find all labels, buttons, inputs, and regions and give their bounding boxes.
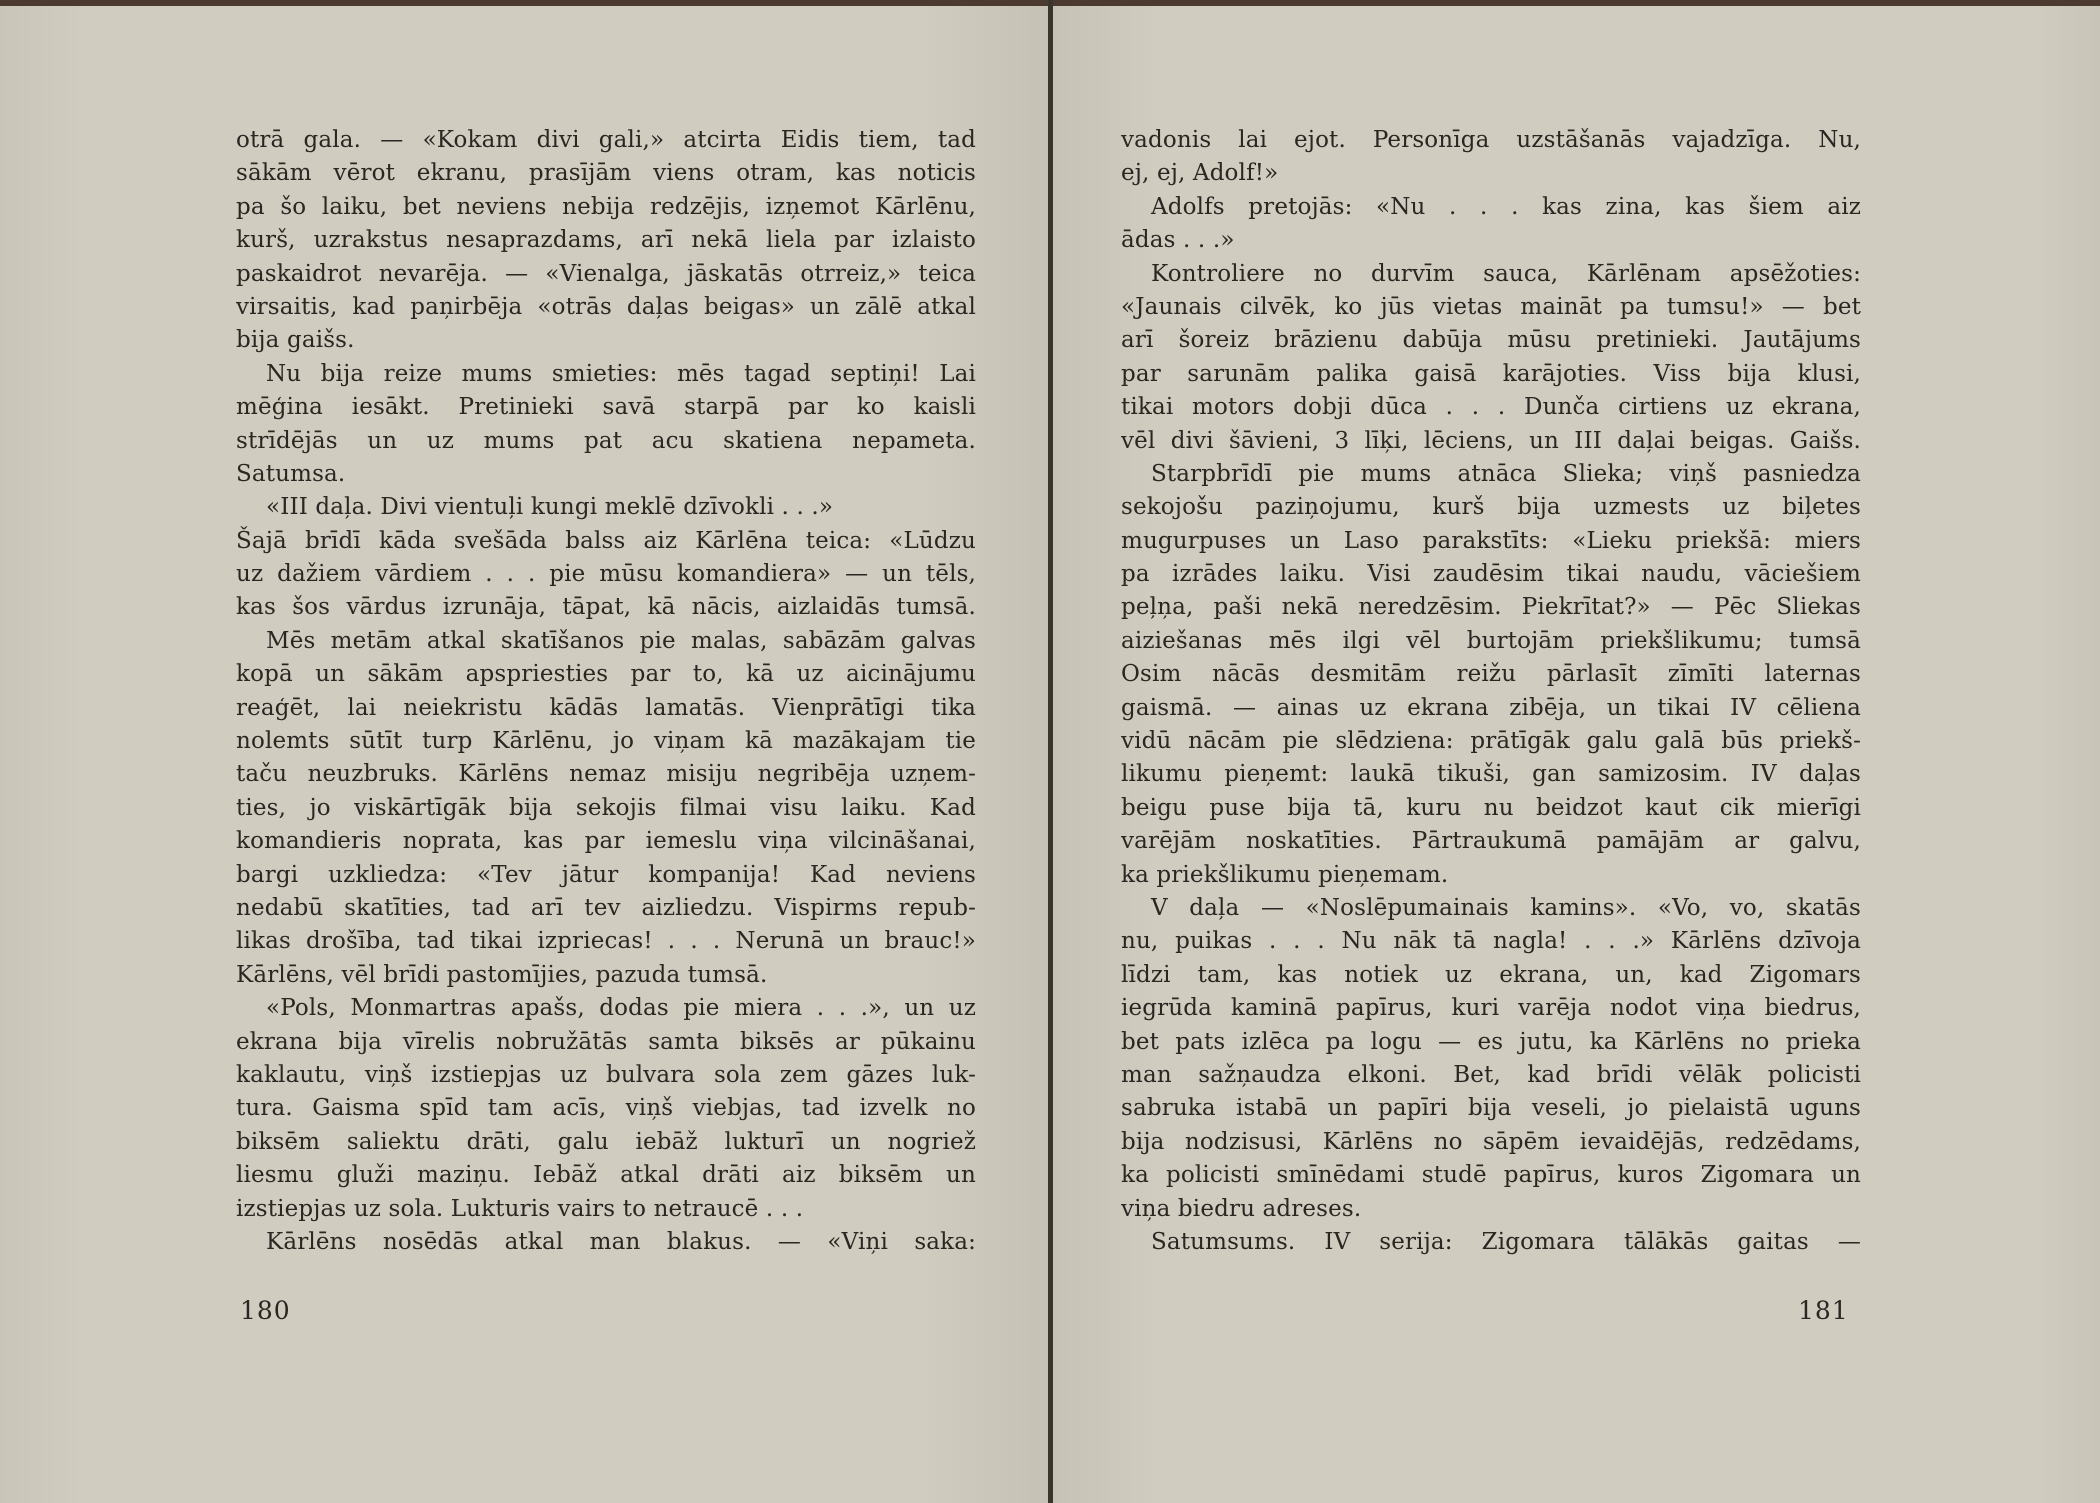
text-line: viņa biedru adreses. — [1121, 1195, 1362, 1222]
text-line: par sarunām palika gaisā karājoties. Viss bija klusi, — [1121, 360, 1861, 387]
text-line: Mēs metām atkal skatīšanos pie malas, sabāzām galvas — [266, 627, 976, 654]
text-line: pa šo laiku, bet neviens nebija redzējis, izņemot Kārlēnu, — [236, 193, 976, 220]
text-line: nedabū skatīties, tad arī tev aizliedzu. Vispirms repub- — [236, 894, 976, 921]
text-line: Starpbrīdī pie mums atnāca Slieka; viņš pasniedza — [1151, 460, 1861, 487]
right-page — [1053, 6, 2100, 1503]
text-line: bija gaišs. — [236, 327, 355, 354]
text-line: ties, jo viskārtīgāk bija sekojis filmai visu laiku. Kad — [236, 794, 976, 821]
text-line: komandieris noprata, kas par iemeslu viņa vilcināšanai, — [236, 828, 976, 855]
text-line: kaklautu, viņš izstiepjas uz bulvara sola zem gāzes luk- — [236, 1061, 976, 1088]
text-line: sekojošu paziņojumu, kurš bija uzmests uz biļetes — [1121, 494, 1861, 521]
text-line: tura. Gaisma spīd tam acīs, viņš viebjas, tad izvelk no — [236, 1095, 976, 1122]
text-line: paskaidrot nevarēja. — «Vienalga, jāskatās otrreiz,» teica — [236, 260, 976, 287]
text-line: sākām vērot ekranu, prasījām viens otram, kas noticis — [236, 160, 976, 187]
text-line: nu, puikas . . . Nu nāk tā nagla! . . .» Kārlēns dzīvoja — [1121, 928, 1861, 955]
text-line: likas drošība, tad tikai izpriecas! . . . Nerunā un brauc!» — [236, 928, 976, 955]
text-line: mugurpuses un Laso parakstīts: «Lieku priekšā: miers — [1121, 527, 1861, 554]
page-number: 181 — [1798, 1296, 1849, 1325]
left-page — [0, 6, 1048, 1503]
text-line: līdzi tam, kas notiek uz ekrana, un, kad Zigomars — [1121, 961, 1861, 988]
text-line: Nu bija reize mums smieties: mēs tagad septiņi! Lai — [266, 360, 976, 387]
text-line: virsaitis, kad paņirbēja «otrās daļas beigas» un zālē atkal — [236, 293, 976, 320]
text-line: «III daļa. Divi vientuļi kungi meklē dzīvokli . . .» — [266, 494, 834, 521]
text-line: ādas . . .» — [1121, 227, 1235, 254]
text-line: ka policisti smīnēdami studē papīrus, kuros Zigomara un — [1121, 1162, 1861, 1189]
text-line: V daļa — «Noslēpumainais kamins». «Vo, vo, skatās — [1151, 894, 1861, 921]
text-line: Kārlēns, vēl brīdi pastomījies, pazuda tumsā. — [236, 961, 768, 988]
text-line: Osim nācās desmitām reižu pārlasīt zīmīti laternas — [1121, 661, 1861, 688]
page-number: 180 — [240, 1296, 291, 1325]
text-line: «Jaunais cilvēk, ko jūs vietas maināt pa tumsu!» — bet — [1121, 293, 1861, 320]
text-line: arī šoreiz brāzienu dabūja mūsu pretinieki. Jautājums — [1121, 327, 1861, 354]
text-line: Kontroliere no durvīm sauca, Kārlēnam apsēžoties: — [1151, 260, 1861, 287]
text-line: uz dažiem vārdiem . . . pie mūsu komandiera» — un tēls, — [236, 561, 976, 588]
text-line: biksēm saliektu drāti, galu iebāž lukturī un nogriež — [236, 1128, 976, 1155]
text-line: vēl divi šāvieni, 3 līķi, lēciens, un III daļai beigas. Gaišs. — [1121, 427, 1861, 454]
text-line: vidū nācām pie slēdziena: prātīgāk galu galā būs priekš- — [1121, 728, 1861, 755]
text-line: Kārlēns nosēdās atkal man blakus. — «Viņi saka: — [266, 1228, 976, 1255]
text-line: likumu pieņemt: laukā tikuši, gan samizosim. IV daļas — [1121, 761, 1861, 788]
text-line: nolemts sūtīt turp Kārlēnu, jo viņam kā mazākajam tie — [236, 728, 976, 755]
text-line: kurš, uzrakstus nesaprazdams, arī nekā liela par izlaisto — [236, 227, 976, 254]
text-line: kas šos vārdus izrunāja, tāpat, kā nācis, aizlaidās tumsā. — [236, 594, 976, 621]
text-line: sabruka istabā un papīri bija veseli, jo pielaistā uguns — [1121, 1095, 1861, 1122]
text-line: bargi uzkliedza: «Tev jātur kompanija! Kad neviens — [236, 861, 976, 888]
text-line: otrā gala. — «Kokam divi gali,» atcirta Eidis tiem, tad — [236, 127, 976, 153]
text-line: varējām noskatīties. Pārtraukumā pamājām ar galvu, — [1121, 828, 1861, 855]
right-page-text — [1121, 124, 1861, 1259]
text-line: reaģēt, lai neiekristu kādās lamatās. Vienprātīgi tika — [236, 694, 976, 721]
text-line: Satumsa. — [236, 460, 346, 487]
text-line: ekrana bija vīrelis nobružātās samta biksēs ar pūkainu — [236, 1028, 976, 1055]
left-page-text — [236, 124, 976, 1259]
text-line: Šajā brīdī kāda svešāda balss aiz Kārlēna teica: «Lūdzu — [236, 527, 976, 554]
text-line: kopā un sākām apspriesties par to, kā uz aicinājumu — [236, 661, 976, 688]
text-line: strīdējās un uz mums pat acu skatiena nepameta. — [236, 427, 976, 454]
text-line: izstiepjas uz sola. Lukturis vairs to netraucē . . . — [236, 1195, 804, 1222]
text-line: tikai motors dobji dūca . . . Dunča cirtiens uz ekrana, — [1121, 394, 1861, 421]
text-line: Adolfs pretojās: «Nu . . . kas zina, kas šiem aiz — [1151, 193, 1861, 220]
text-line: «Pols, Monmartras apašs, dodas pie miera . . .», un uz — [266, 995, 976, 1022]
text-line: iegrūda kaminā papīrus, kuri varēja nodot viņa biedrus, — [1121, 995, 1861, 1022]
text-line: vadonis lai ejot. Personīga uzstāšanās vajadzīga. Nu, — [1121, 127, 1861, 153]
text-line: aiziešanas mēs ilgi vēl burtojām priekšlikumu; tumsā — [1121, 627, 1861, 654]
text-line: pa izrādes laiku. Visi zaudēsim tikai naudu, vāciešiem — [1121, 561, 1861, 588]
text-line: Satumsums. IV serija: Zigomara tālākās gaitas — — [1151, 1228, 1861, 1255]
text-line: bija nodzisusi, Kārlēns no sāpēm ievaidējās, redzēdams, — [1121, 1128, 1861, 1155]
text-line: mēģina iesākt. Pretinieki savā starpā par ko kaisli — [236, 394, 976, 421]
text-line: man sažņaudza elkoni. Bet, kad brīdi vēlāk policisti — [1121, 1061, 1861, 1088]
text-line: liesmu gluži maziņu. Iebāž atkal drāti aiz biksēm un — [236, 1162, 976, 1189]
text-line: beigu puse bija tā, kuru nu beidzot kaut cik mierīgi — [1121, 794, 1861, 821]
text-line: taču neuzbruks. Kārlēns nemaz misiju negribēja uzņem- — [236, 761, 976, 788]
text-line: ka priekšlikumu pieņemam. — [1121, 861, 1449, 888]
text-line: peļņa, paši nekā neredzēsim. Piekrītat?» — Pēc Sliekas — [1121, 594, 1861, 621]
text-line: gaismā. — ainas uz ekrana zibēja, un tikai IV cēliena — [1121, 694, 1861, 721]
text-line: ej, ej, Adolf!» — [1121, 160, 1279, 187]
text-line: bet pats izlēca pa logu — es jutu, ka Kārlēns no prieka — [1121, 1028, 1861, 1055]
